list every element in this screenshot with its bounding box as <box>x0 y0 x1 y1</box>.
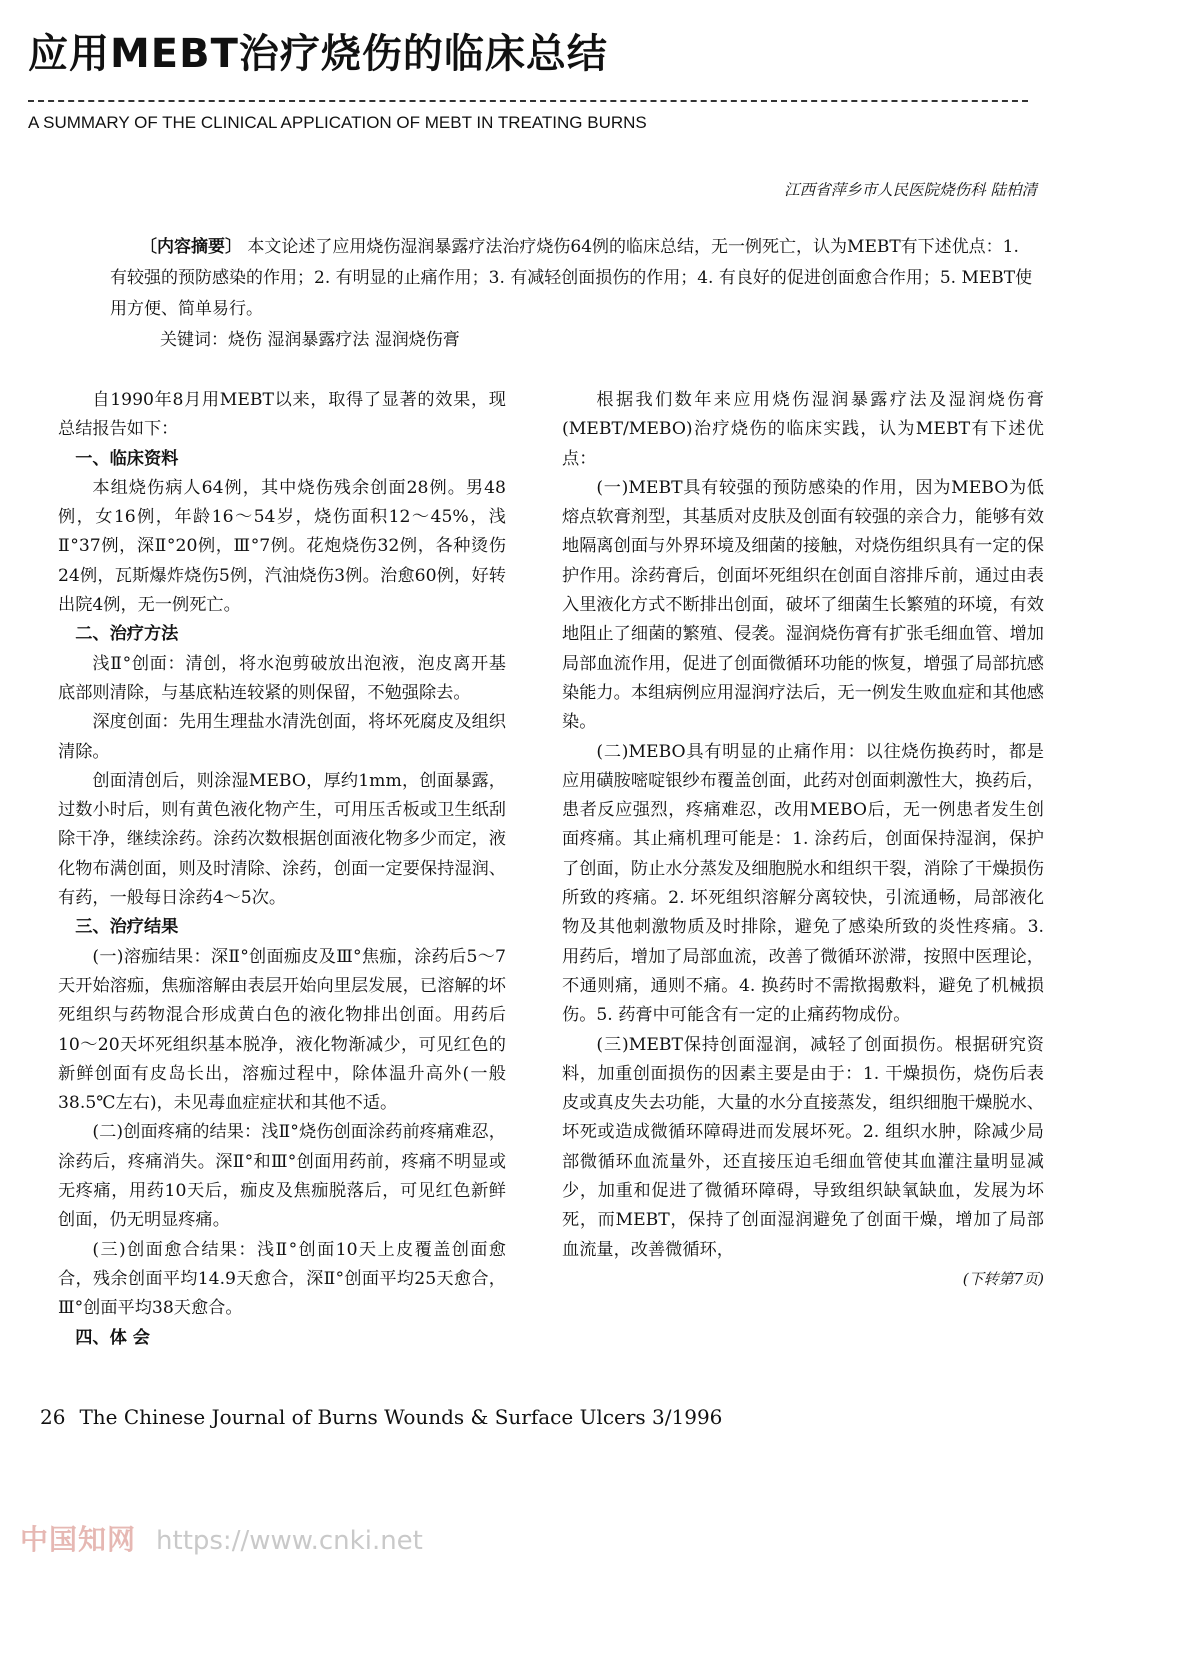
cnki-watermark <box>20 1518 423 1558</box>
abstract-text: 本文论述了应用烧伤湿润暴露疗法治疗烧伤64例的临床总结，无一例死亡，认为MEBT有下述优点：1. 有较强的预防感染的作用；2. 有明显的止痛作用；3. 有减轻创面损伤的作用；4. 有良好的促进创面愈合作用；5. MEBT使用方便、简单易行。 <box>110 237 1033 319</box>
abstract-label: 〔内容摘要〕 <box>140 237 242 257</box>
section-heading: 一、临床资料 <box>75 448 179 469</box>
right-column <box>562 386 1044 1294</box>
title-divider <box>28 100 1028 102</box>
page-number: 26 <box>40 1405 66 1429</box>
left-column <box>58 386 506 1353</box>
body-paragraph: 创面清创后，则涂湿MEBO，厚约1mm，创面暴露，过数小时后，则有黄色液化物产生，可用压舌板或卫生纸刮除干净，继续涂药。涂药次数根据创面液化物多少而定，液化物布满创面，则及时清除、涂药，创面一定要保持湿润、有药，一般每日涂药4～5次。 <box>58 770 506 909</box>
author-affiliation: 江西省萍乡市人民医院烧伤科 陆柏清 <box>784 181 1037 199</box>
abstract-paragraph <box>110 232 1040 325</box>
keywords-line <box>160 325 1040 356</box>
body-paragraph: (三)创面愈合结果：浅Ⅱ°创面10天上皮覆盖创面愈合，残余创面平均14.9天愈合，深Ⅱ°创面平均25天愈合，Ⅲ°创面平均38天愈合。 <box>58 1239 506 1319</box>
body-paragraph: 自1990年8月用MEBT以来，取得了显著的效果，现总结报告如下： <box>58 390 506 440</box>
english-subtitle: A SUMMARY OF THE CLINICAL APPLICATION OF MEBT IN TREATING BURNS <box>28 113 647 132</box>
page-footer <box>40 1405 722 1429</box>
body-paragraph: 浅Ⅱ°创面：清创，将水泡剪破放出泡液，泡皮离开基底部则清除，与基底粘连较紧的则保留，不勉强除去。 <box>58 653 506 703</box>
section-heading: 二、治疗方法 <box>75 624 179 645</box>
section-heading: 四、体 会 <box>75 1327 150 1348</box>
keywords-label: 关键词： <box>160 330 228 350</box>
body-paragraph: (一)MEBT具有较强的预防感染的作用，因为MEBO为低熔点软膏剂型，其基质对皮肤及创面有较强的亲合力，能够有效地隔离创面与外界环境及细菌的接触，对烧伤组织具有一定的保护作用。涂药膏后，创面坏死组织在创面自溶排斥前，通过由表入里液化方式不断排出创面，破坏了细菌生长繁殖的环境，有效地阻止了细菌的繁殖、侵袭。湿润烧伤膏有扩张毛细血管、增加局部血流作用，促进了创面微循环功能的恢复，增强了局部抗感染能力。本组病例应用湿润疗法后，无一例发生败血症和其他感染。 <box>562 477 1044 733</box>
body-paragraph: 深度创面：先用生理盐水清洗创面，将坏死腐皮及组织清除。 <box>58 712 506 762</box>
section-heading: 三、治疗结果 <box>75 917 179 938</box>
continued-note: (下转第7页) <box>962 1269 1044 1288</box>
body-paragraph: 根据我们数年来应用烧伤湿润暴露疗法及湿润烧伤膏(MEBT/MEBO)治疗烧伤的临床实践，认为MEBT有下述优点： <box>562 390 1044 469</box>
abstract-block <box>110 232 1040 356</box>
journal-citation: The Chinese Journal of Burns Wounds & Surface Ulcers 3/1996 <box>79 1405 723 1429</box>
body-paragraph: 本组烧伤病人64例，其中烧伤残余创面28例。男48例，女16例，年龄16～54岁，烧伤面积12～45%，浅Ⅱ°37例，深Ⅱ°20例，Ⅲ°7例。花炮烧伤32例，各种烫伤24例，瓦斯爆炸烧伤5例，汽油烧伤3例。治愈60例，好转出院4例，无一例死亡。 <box>58 477 506 616</box>
cnki-logo: 中国知网 <box>20 1523 137 1556</box>
article-title: 应用MEBT治疗烧伤的临床总结 <box>28 31 608 77</box>
cnki-url[interactable]: https://www.cnki.net <box>156 1526 423 1556</box>
body-paragraph: (一)溶痂结果：深Ⅱ°创面痂皮及Ⅲ°焦痂，涂药后5～7天开始溶痂，焦痂溶解由表层开始向里层发展，已溶解的坏死组织与药物混合形成黄白色的液化物排出创面。用药后10～20天坏死组织基本脱净，液化物渐减少，可见红色的新鲜创面有皮岛长出，溶痂过程中，除体温升高外(一般38.5℃左右)，未见毒血症症状和其他不适。 <box>58 946 506 1114</box>
body-paragraph: (三)MEBT保持创面湿润，减轻了创面损伤。根据研究资料，加重创面损伤的因素主要是由于：1. 干燥损伤，烧伤后表皮或真皮失去功能，大量的水分直接蒸发，组织细胞干燥脱水、坏死或造成微循环障碍进而发展坏死。2. 组织水肿，除减少局部微循环血流量外，还直接压迫毛细血管使其血灌注量明显减少，加重和促进了微循环障碍，导致组织缺氧缺血，发展为坏死，而MEBT，保持了创面湿润避免了创面干燥，增加了局部血流量，改善微循环， <box>562 1034 1044 1260</box>
body-paragraph: (二)MEBO具有明显的止痛作用：以往烧伤换药时，都是应用磺胺嘧啶银纱布覆盖创面，此药对创面刺激性大，换药后，患者反应强烈，疼痛难忍，改用MEBO后，无一例患者发生创面疼痛。其止痛机理可能是：1. 涂药后，创面保持湿润，保护了创面，防止水分蒸发及细胞脱水和组织干裂，消除了干燥损伤所致的疼痛。2. 坏死组织溶解分离较快，引流通畅，局部液化物及其他刺激物质及时排除，避免了感染所致的炎性疼痛。3. 用药后，增加了局部血流，改善了微循环淤滞，按照中医理论，不通则痛，通则不痛。4. 换药时不需揿揭敷料，避免了机械损伤。5. 药膏中可能含有一定的止痛药物成份。 <box>562 741 1044 1026</box>
body-paragraph: (二)创面疼痛的结果：浅Ⅱ°烧伤创面涂药前疼痛难忍，涂药后，疼痛消失。深Ⅱ°和Ⅲ°创面用药前，疼痛不明显或无疼痛，用药10天后，痂皮及焦痂脱落后，可见红色新鲜创面，仍无明显疼痛。 <box>58 1122 506 1231</box>
keywords-text: 烧伤 湿润暴露疗法 湿润烧伤膏 <box>228 330 460 350</box>
